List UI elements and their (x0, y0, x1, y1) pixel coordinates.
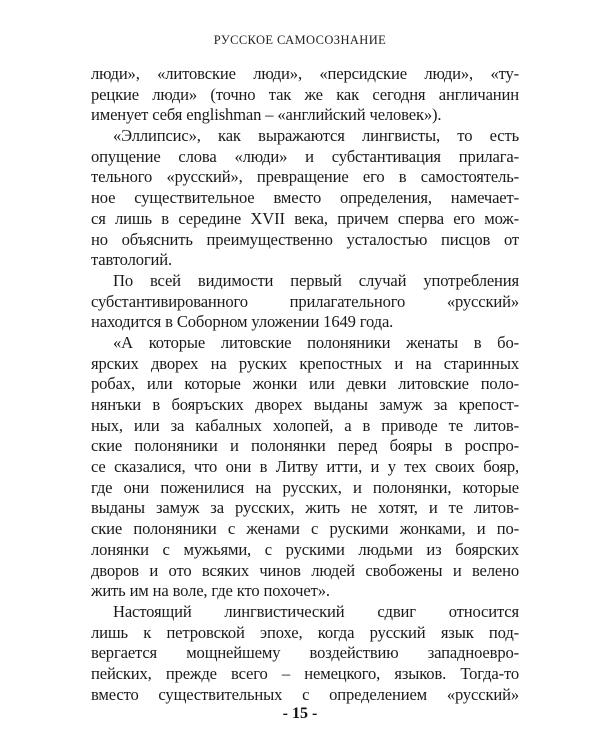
text-line: ские полоняники и полонянки перед бояры в роспро- (91, 436, 519, 456)
text-line: тавтологий. (91, 250, 172, 270)
text-line: По всей видимости первый случай употребления (113, 270, 519, 290)
text-line: ские полоняники с женами с рускими жонками, и по- (91, 519, 519, 539)
page-number: - 15 - (282, 705, 318, 722)
text-line: выданы замуж за русских, жить не хотят, и те литов- (91, 498, 519, 518)
text-line: пейских, прежде всего – немецкого, языков. Тогда-то (91, 663, 519, 683)
text-line: люди», «литовские люди», «персидские люди», «ту- (91, 64, 519, 83)
text-line: се сказалися, что они в Литву итти, и у тех своих бояр, (91, 457, 519, 477)
text-line: но объяснить преимущественно усталостью писцов от (91, 229, 519, 249)
text-line: опущение слова «люди» и субстантивация прилага- (91, 146, 519, 166)
text-line: лишь к петровской эпохе, когда русский язык под- (91, 622, 519, 642)
text-line: где они поженилися на русских, и полонянки, которые (91, 477, 519, 497)
text-line: лонянки с мужьями, с рускими людьми из боярских (91, 539, 519, 559)
text-line: ных, или за кабалных холопей, а в приводе те литов- (91, 415, 519, 435)
text-line: находится в Соборном уложении 1649 года. (91, 312, 394, 332)
text-line: дворов и ото всяких чинов людей свобожены и велено (91, 560, 519, 580)
text-line: «Эллипсис», как выражаются лингвисты, то есть (113, 126, 519, 146)
text-line: рецкие люди» (точно так же как сегодня англичанин (91, 84, 519, 104)
text-line: ся лишь в середине XVII века, причем сперва его мож- (91, 208, 519, 228)
text-line: нянъки в бояръских дворех выданы замуж за крепост- (91, 395, 519, 414)
text-line: ное существительное вместо определения, намечает- (91, 188, 519, 208)
text-line: жить им на воле, где кто похочет». (91, 581, 330, 601)
body-text (91, 64, 519, 705)
text-line: вергается мощнейшему воздействию западноевро- (91, 643, 519, 663)
text-line: робах, или которые жонки или девки литовские поло- (91, 374, 519, 394)
text-line: «А которые литовские полоняники женаты в бо- (113, 332, 519, 352)
running-head: РУССКОЕ САМОСОЗНАНИЕ (213, 33, 387, 47)
text-line: Настоящий лингвистический сдвиг относится (113, 601, 519, 621)
text-line: ярских дворех на руских крепостных и на старинных (91, 353, 519, 373)
text-line: тельного «русский», превращение его в самостоятель- (91, 167, 519, 187)
text-line: субстантивированного прилагательного «русский» (91, 291, 519, 311)
text-line: именует себя englishman – «английский человек»). (91, 105, 442, 125)
text-line: вместо существительных с определением «русский» (91, 684, 519, 704)
